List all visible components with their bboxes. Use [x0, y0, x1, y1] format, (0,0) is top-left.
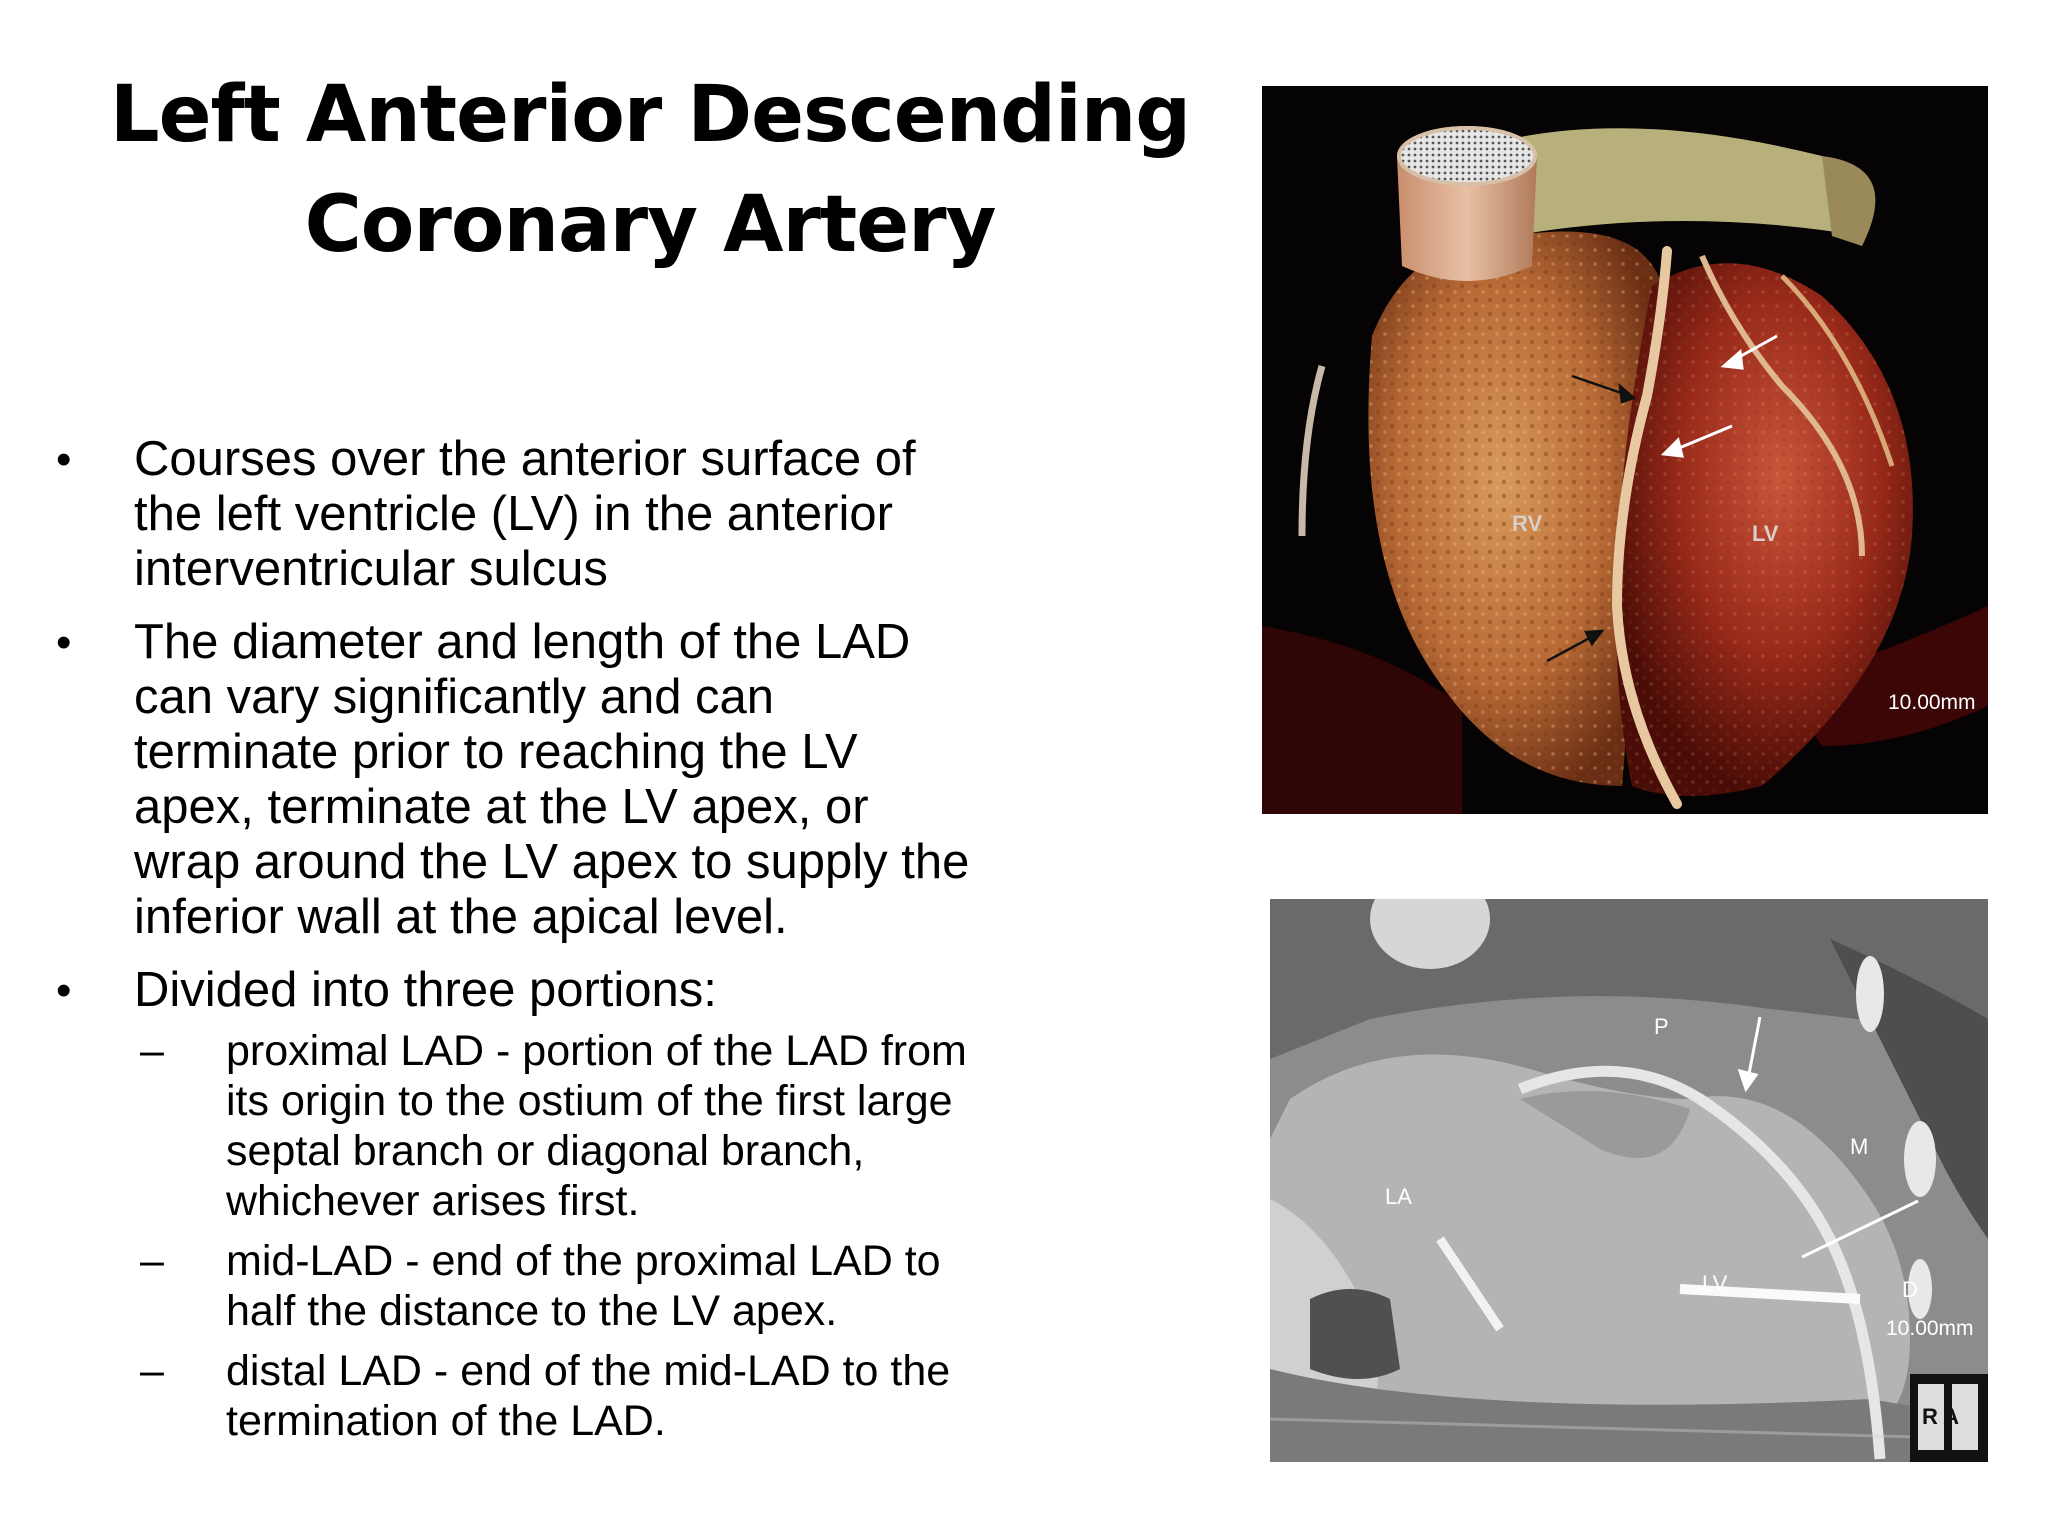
sub-bullet-text: [226, 1026, 1108, 1226]
bullet-item: [48, 615, 1108, 945]
ct-mpr-image: [1270, 899, 1988, 1462]
lv-label: LV: [1752, 521, 1779, 546]
ct-grayscale-illustration: [1270, 899, 1988, 1462]
bullet-text: [134, 963, 1108, 1018]
sub-bullet-line: whichever arises first.: [226, 1177, 640, 1225]
title-line-2: Coronary Artery: [304, 180, 996, 270]
slide-title: [100, 60, 1200, 280]
label-lv: LV: [1702, 1271, 1728, 1296]
bullet-text: [134, 615, 1108, 945]
sub-bullet-text: [226, 1346, 1108, 1446]
sub-bullet-item: [134, 1026, 1108, 1226]
bullet-dot: •: [56, 618, 72, 667]
sub-bullet-line: proximal LAD - portion of the LAD from: [226, 1027, 967, 1075]
heart-3d-rendering-image: [1262, 86, 1988, 814]
scale-label-2: 10.00mm: [1886, 1317, 1974, 1340]
bullet-line: can vary significantly and can: [134, 670, 775, 724]
sub-bullet-dash: –: [140, 1237, 164, 1285]
bullet-dot: •: [56, 435, 72, 484]
bullet-line: the left ventricle (LV) in the anterior: [134, 487, 893, 541]
bullet-line: inferior wall at the apical level.: [134, 890, 788, 944]
sub-bullet-line: distal LAD - end of the mid-LAD to the: [226, 1347, 951, 1395]
bullet-line: Divided into three portions:: [134, 963, 717, 1017]
label-p: P: [1654, 1014, 1669, 1039]
bullet-item: [48, 432, 1108, 597]
title-line-1: Left Anterior Descending: [109, 70, 1191, 160]
bullet-line: wrap around the LV apex to supply the: [134, 835, 970, 889]
heart-3d-illustration: [1262, 86, 1988, 814]
sub-bullet-dash: –: [140, 1347, 164, 1395]
bullet-line: apex, terminate at the LV apex, or: [134, 780, 869, 834]
rv-label: RV: [1512, 511, 1543, 536]
sub-bullet-item: [134, 1236, 1108, 1336]
label-m: M: [1850, 1134, 1869, 1159]
bullet-line: The diameter and length of the LAD: [134, 615, 911, 669]
bullet-dot: •: [56, 966, 72, 1015]
label-d: D: [1902, 1277, 1918, 1302]
sub-bullet-text: [226, 1236, 1108, 1336]
label-la: LA: [1385, 1184, 1412, 1209]
scale-label: 10.00mm: [1888, 691, 1976, 714]
bullet-list: [48, 432, 1108, 1464]
bullet-item: [48, 963, 1108, 1446]
sub-bullet-item: [134, 1346, 1108, 1446]
sub-bullet-line: its origin to the ostium of the first large: [226, 1077, 953, 1125]
sub-bullet-line: septal branch or diagonal branch,: [226, 1127, 865, 1175]
orientation-label: R A: [1922, 1404, 1960, 1429]
bullet-line: terminate prior to reaching the LV: [134, 725, 858, 779]
sub-bullet-line: mid-LAD - end of the proximal LAD to: [226, 1237, 941, 1285]
bullet-text: [134, 432, 1108, 597]
sub-bullet-line: termination of the LAD.: [226, 1397, 666, 1445]
bullet-line: Courses over the anterior surface of: [134, 432, 916, 486]
sub-bullet-dash: –: [140, 1027, 164, 1075]
sub-bullet-list: [134, 1026, 1108, 1446]
bullet-line: interventricular sulcus: [134, 542, 608, 596]
sub-bullet-line: half the distance to the LV apex.: [226, 1287, 838, 1335]
